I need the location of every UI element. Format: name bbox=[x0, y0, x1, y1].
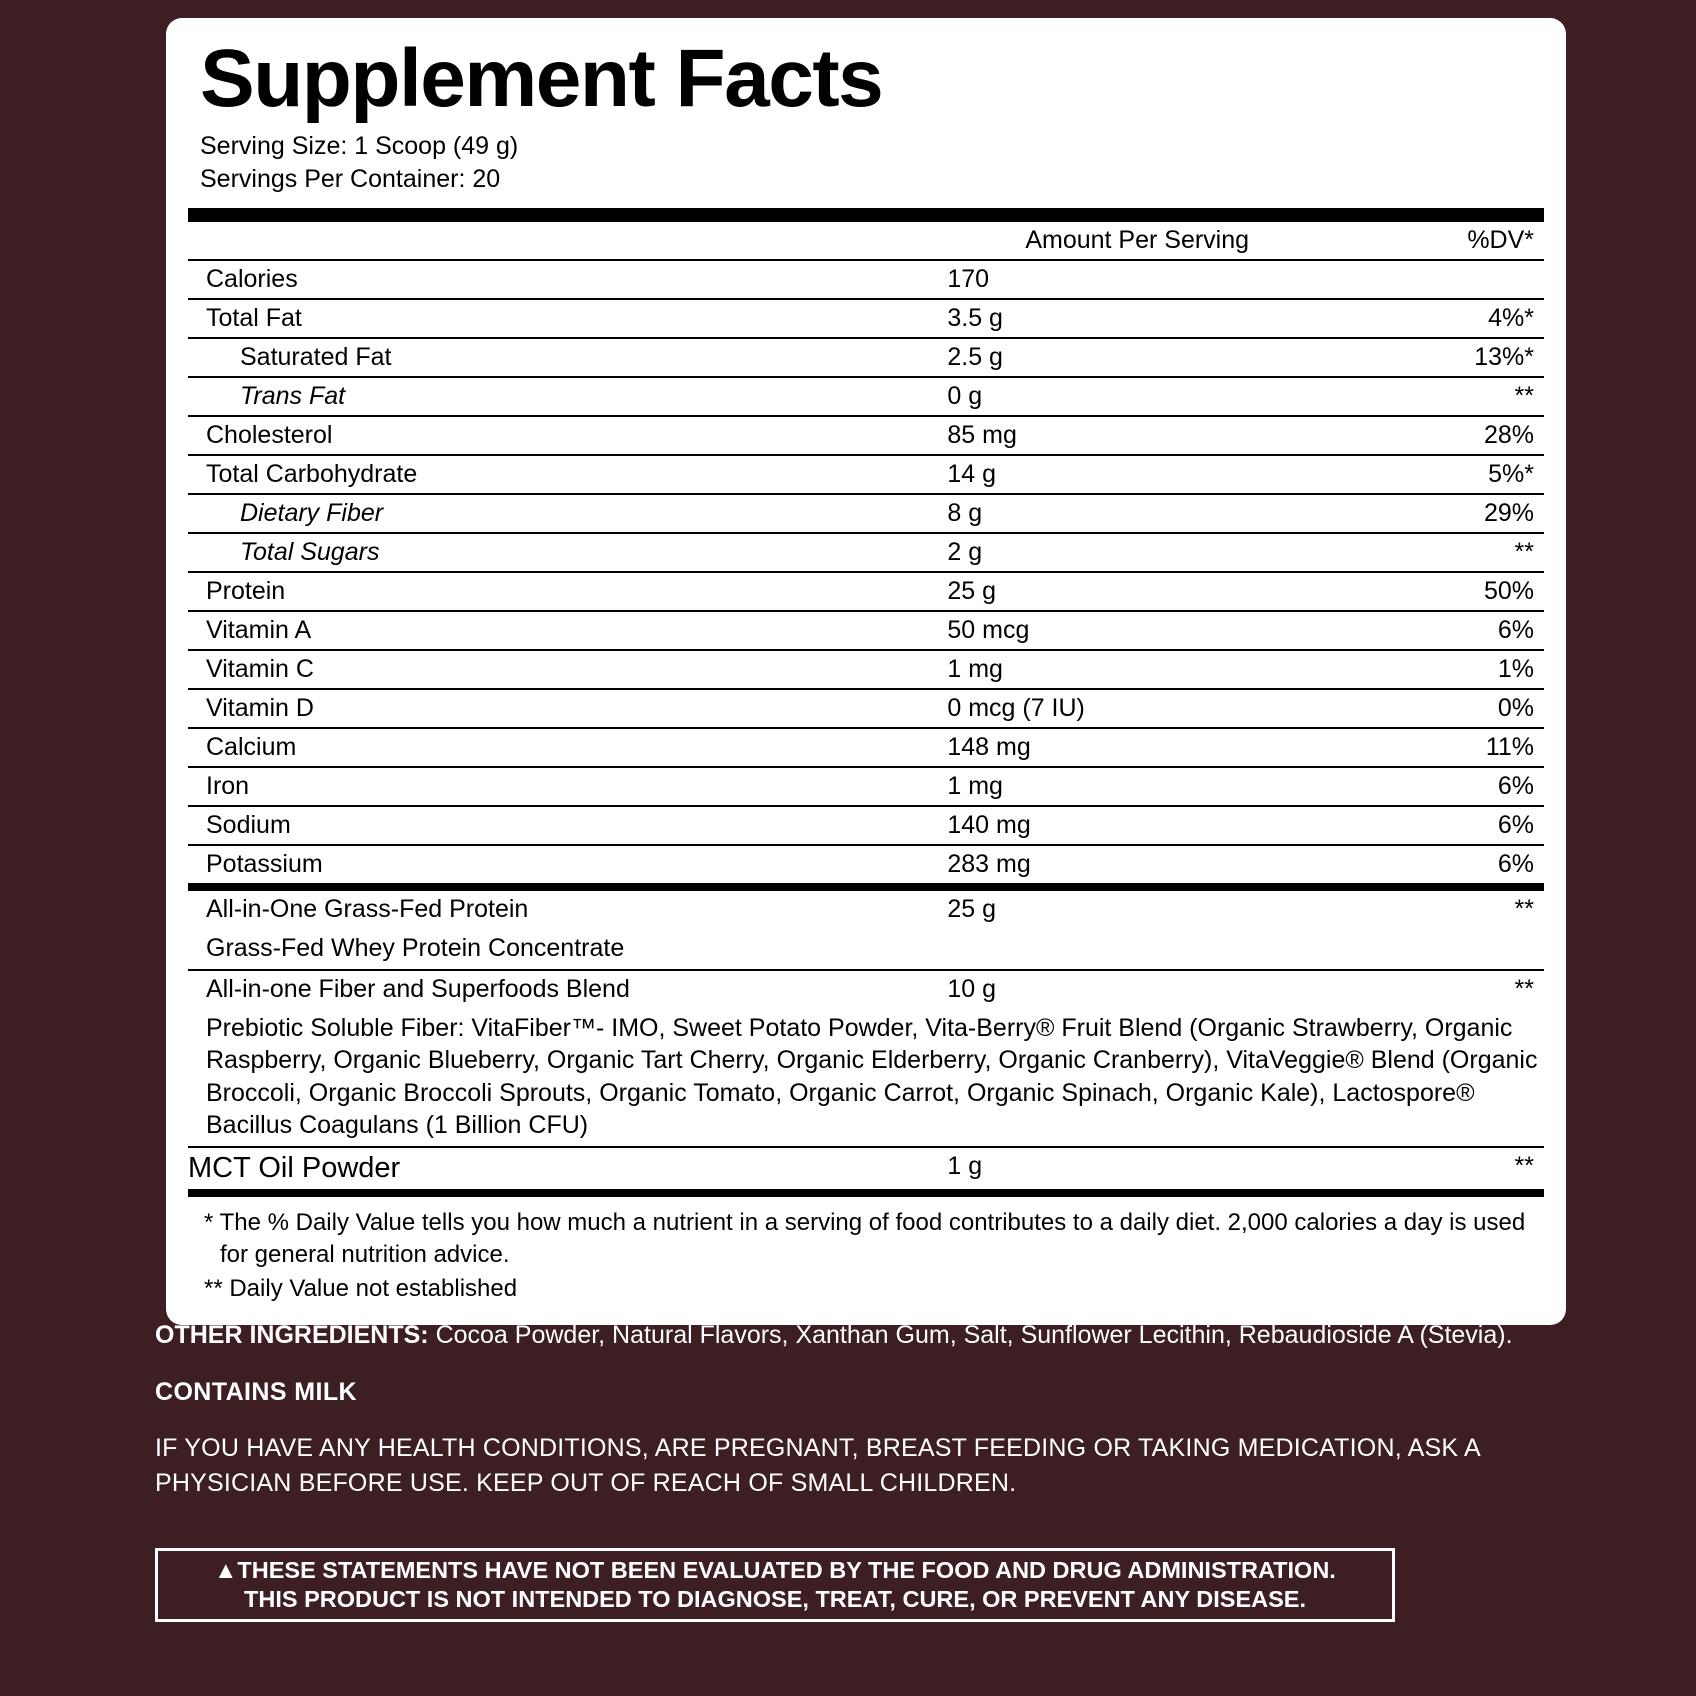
mct-dv: ** bbox=[1514, 1151, 1534, 1180]
row-amount: 140 mg bbox=[947, 806, 1327, 845]
bottom-text-block bbox=[155, 1318, 1575, 1500]
row-dv: ** bbox=[1327, 377, 1544, 416]
blend-ingredients: Prebiotic Soluble Fiber: VitaFiber™- IMO, Sweet Potato Powder, Vita-Berry® Fruit Blend (Organic Strawberry, Organic Raspberry, Organic Blueberry, Organic Tart Cherry, Organic Elderberry, Organic Cranberry), VitaVeggie® Blend (Organic Broccoli, Organic Broccoli Sprouts, Organic Tomato, Organic Carrot, Organic Spinach, Organic Kale), Lactospore® Bacillus Coagulans (1 Billion CFU) bbox=[188, 1008, 1544, 1147]
table-row bbox=[188, 611, 1544, 650]
fda-disclaimer-line-1: ▲THESE STATEMENTS HAVE NOT BEEN EVALUATED BY THE FOOD AND DRUG ADMINISTRATION. bbox=[214, 1557, 1336, 1583]
blends-table bbox=[188, 891, 1544, 1189]
row-dv: 1% bbox=[1327, 650, 1544, 689]
row-dv: 5%* bbox=[1327, 455, 1544, 494]
divider-blend-top bbox=[188, 883, 1544, 891]
blend-dv: ** bbox=[1514, 974, 1534, 1003]
row-label: Cholesterol bbox=[188, 416, 947, 455]
row-dv: 6% bbox=[1327, 767, 1544, 806]
table-row bbox=[188, 572, 1544, 611]
servings-per-container-text: Servings Per Container: 20 bbox=[200, 165, 501, 193]
table-header-row bbox=[188, 222, 1544, 260]
row-amount: 50 mcg bbox=[947, 611, 1327, 650]
row-dv: 13%* bbox=[1327, 338, 1544, 377]
row-dv bbox=[1327, 260, 1544, 299]
mct-amount: 1 g bbox=[947, 1151, 983, 1180]
blend-amount: 10 g bbox=[947, 974, 997, 1003]
row-dv: 6% bbox=[1497, 850, 1534, 878]
table-row bbox=[188, 494, 1544, 533]
row-amount: 3.5 g bbox=[947, 299, 1327, 338]
contains-allergen: CONTAINS MILK bbox=[155, 1377, 357, 1406]
blend-title: All-in-one Fiber and Superfoods Blend bbox=[206, 974, 630, 1003]
supplement-facts-panel bbox=[166, 18, 1566, 1325]
row-amount: 0 g bbox=[947, 377, 1327, 416]
table-row bbox=[188, 377, 1544, 416]
row-dv: 6% bbox=[1327, 806, 1544, 845]
row-dv: 28% bbox=[1327, 416, 1544, 455]
row-label: Vitamin C bbox=[188, 650, 947, 689]
blend-amount: 25 g bbox=[947, 895, 997, 923]
other-ingredients-text: Cocoa Powder, Natural Flavors, Xanthan Gum, Salt, Sunflower Lecithin, Rebaudioside A (Stevia). bbox=[428, 1321, 1513, 1349]
row-label: Total Fat bbox=[188, 299, 947, 338]
fda-disclaimer-line-2: THIS PRODUCT IS NOT INTENDED TO DIAGNOSE, TREAT, CURE, OR PREVENT ANY DISEASE. bbox=[244, 1585, 1306, 1612]
other-ingredients-label: OTHER INGREDIENTS: bbox=[155, 1321, 429, 1349]
serving-size-text: Serving Size: 1 Scoop (49 g) bbox=[200, 132, 519, 160]
blend-dv: ** bbox=[1514, 895, 1534, 923]
header-daily-value: %DV* bbox=[1327, 222, 1544, 260]
mct-row bbox=[188, 1147, 1544, 1189]
row-label: Vitamin A bbox=[188, 611, 947, 650]
row-amount: 1 mg bbox=[947, 767, 1327, 806]
row-amount: 170 bbox=[947, 260, 1327, 299]
row-label: Total Carbohydrate bbox=[188, 455, 947, 494]
row-amount: 1 mg bbox=[947, 650, 1327, 689]
row-dv: 29% bbox=[1327, 494, 1544, 533]
row-label: Saturated Fat bbox=[188, 338, 947, 377]
row-dv: 11% bbox=[1327, 728, 1544, 767]
row-label: Potassium bbox=[206, 850, 323, 878]
row-amount: 2 g bbox=[947, 533, 1327, 572]
row-label: Trans Fat bbox=[188, 377, 947, 416]
blend-title: All-in-One Grass-Fed Protein bbox=[206, 895, 529, 923]
table-row bbox=[188, 455, 1544, 494]
header-nutrient bbox=[188, 222, 947, 260]
table-row bbox=[188, 260, 1544, 299]
table-row bbox=[188, 845, 1544, 883]
footnote-not-established: ** Daily Value not established bbox=[204, 1274, 518, 1302]
row-amount: 8 g bbox=[947, 494, 1327, 533]
row-label: Sodium bbox=[188, 806, 947, 845]
row-amount: 0 mcg (7 IU) bbox=[947, 689, 1327, 728]
table-row bbox=[188, 338, 1544, 377]
divider-footnotes-top bbox=[188, 1189, 1544, 1197]
row-amount: 85 mg bbox=[947, 416, 1327, 455]
row-amount: 25 g bbox=[947, 572, 1327, 611]
divider-thick-top bbox=[188, 208, 1544, 222]
row-dv: ** bbox=[1327, 533, 1544, 572]
row-label: Protein bbox=[188, 572, 947, 611]
table-row bbox=[188, 416, 1544, 455]
table-row bbox=[188, 767, 1544, 806]
footnote-daily-value: * The % Daily Value tells you how much a nutrient in a serving of food contributes to a daily diet. 2,000 calories a day is used for general nutrition advice. bbox=[204, 1208, 1526, 1268]
row-label: Total Sugars bbox=[188, 533, 947, 572]
table-row bbox=[188, 728, 1544, 767]
fda-disclaimer bbox=[155, 1548, 1395, 1622]
nutrition-table bbox=[188, 222, 1544, 883]
warning-text: IF YOU HAVE ANY HEALTH CONDITIONS, ARE PREGNANT, BREAST FEEDING OR TAKING MEDICATION, ASK A PHYSICIAN BEFORE USE. KEEP OUT OF REACH OF SMALL CHILDREN. bbox=[155, 1434, 1480, 1497]
blend-row-fiber bbox=[188, 970, 1544, 1008]
table-row bbox=[188, 650, 1544, 689]
row-label: Calcium bbox=[188, 728, 947, 767]
footnotes bbox=[188, 1197, 1544, 1311]
row-dv: 4%* bbox=[1327, 299, 1544, 338]
row-label: Calories bbox=[188, 260, 947, 299]
blend-body-protein bbox=[188, 928, 1544, 970]
row-amount: 2.5 g bbox=[947, 338, 1327, 377]
page-title: Supplement Facts bbox=[200, 33, 883, 124]
table-row bbox=[188, 533, 1544, 572]
blend-body-fiber bbox=[188, 1008, 1544, 1147]
row-label: Dietary Fiber bbox=[188, 494, 947, 533]
row-label: Iron bbox=[188, 767, 947, 806]
mct-label: MCT Oil Powder bbox=[188, 1151, 401, 1184]
header-amount-per-serving: Amount Per Serving bbox=[947, 222, 1327, 260]
table-row bbox=[188, 299, 1544, 338]
blend-ingredients: Grass-Fed Whey Protein Concentrate bbox=[188, 928, 1544, 970]
row-dv: 0% bbox=[1327, 689, 1544, 728]
row-amount: 283 mg bbox=[947, 850, 1031, 878]
row-amount: 14 g bbox=[947, 455, 1327, 494]
row-dv: 50% bbox=[1327, 572, 1544, 611]
row-dv: 6% bbox=[1327, 611, 1544, 650]
other-ingredients bbox=[155, 1318, 1575, 1353]
table-row bbox=[188, 806, 1544, 845]
blend-row-protein bbox=[188, 891, 1544, 928]
table-row bbox=[188, 689, 1544, 728]
row-amount: 148 mg bbox=[947, 728, 1327, 767]
row-label: Vitamin D bbox=[188, 689, 947, 728]
